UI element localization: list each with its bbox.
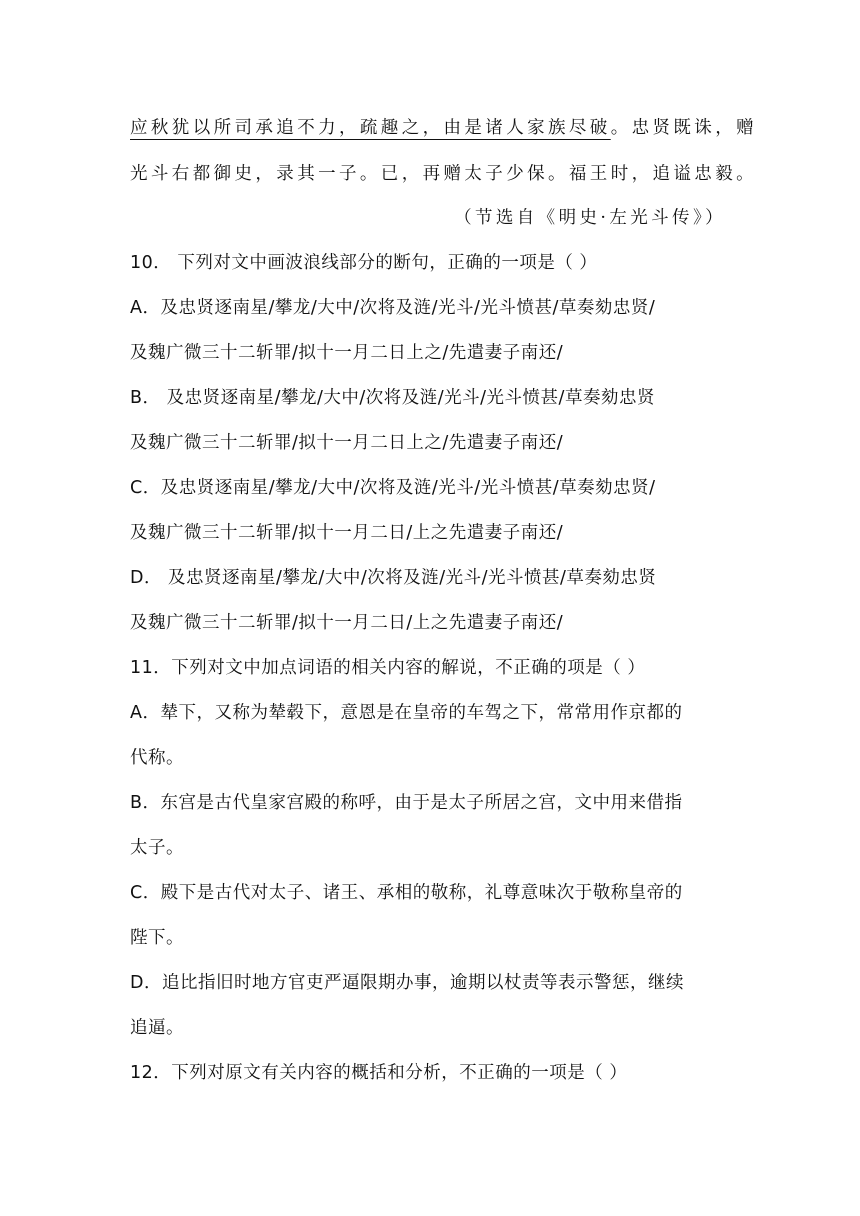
q11-option-b-line2: 太子。 [130, 838, 184, 858]
question-12-stem: 12．下列对原文有关内容的概括和分析，不正确的一项是（ ） [130, 1063, 628, 1083]
passage-line-1 [130, 116, 757, 140]
q10-option-a-line1: A．及忠贤逐南星/攀龙/大中/次将及涟/光斗/光斗愤甚/草奏劾忠贤/ [130, 298, 656, 318]
q10-option-a-line2: 及魏广微三十二斩罪/拟十一月二日上之/先遣妻子南还/ [130, 343, 564, 363]
passage-line-2: 光斗右都御史，录其一子。已，再赠太子少保。福王时，追谥忠毅。 [130, 164, 757, 184]
q11-option-a-line2: 代称。 [130, 748, 184, 768]
q10-option-b-line1: B． 及忠贤逐南星/攀龙/大中/次将及涟/光斗/光斗愤甚/草奏劾忠贤 [130, 388, 655, 408]
q11-option-c-line2: 陛下。 [130, 928, 184, 948]
q10-option-d-line1: D． 及忠贤逐南星/攀龙/大中/次将及涟/光斗/光斗愤甚/草奏劾忠贤 [130, 568, 657, 588]
question-11-stem: 11．下列对文中加点词语的相关内容的解说，不正确的项是（ ） [130, 658, 646, 678]
q11-option-a-line1: A．辇下，又称为辇毂下，意恩是在皇帝的车驾之下，常常用作京都的 [130, 703, 683, 723]
q10-option-c-line2: 及魏广微三十二斩罪/拟十一月二日/上之先遣妻子南还/ [130, 523, 564, 543]
q11-option-d-line1: D．追比指旧时地方官吏严逼限期办事，逾期以杖责等表示警惩，继续 [130, 973, 684, 993]
wavy-underlined-text: 应秋犹以所司承追不力，疏趣之，由是诸人家族尽破 [130, 118, 611, 138]
passage-source: （节选自《明史·左光斗传》） [454, 208, 726, 228]
q10-option-b-line2: 及魏广微三十二斩罪/拟十一月二日上之/先遣妻子南还/ [130, 433, 564, 453]
q11-option-c-line1: C．殿下是古代对太子、诸王、承相的敬称，礼尊意味次于敬称皇帝的 [130, 883, 683, 903]
passage-text: 。忠贤既诛，赠 [610, 118, 758, 138]
q11-option-d-line2: 追逼。 [130, 1018, 184, 1038]
q11-option-b-line1: B．东宫是古代皇家宫殿的称呼，由于是太子所居之宫，文中用来借指 [130, 793, 683, 813]
q10-option-d-line2: 及魏广微三十二斩罪/拟十一月二日/上之先遣妻子南还/ [130, 613, 564, 633]
question-10-stem: 10． 下列对文中画波浪线部分的断句，正确的一项是（ ） [130, 253, 598, 273]
q10-option-c-line1: C．及忠贤逐南星/攀龙/大中/次将及涟/光斗/光斗愤甚/草奏劾忠贤/ [130, 478, 656, 498]
